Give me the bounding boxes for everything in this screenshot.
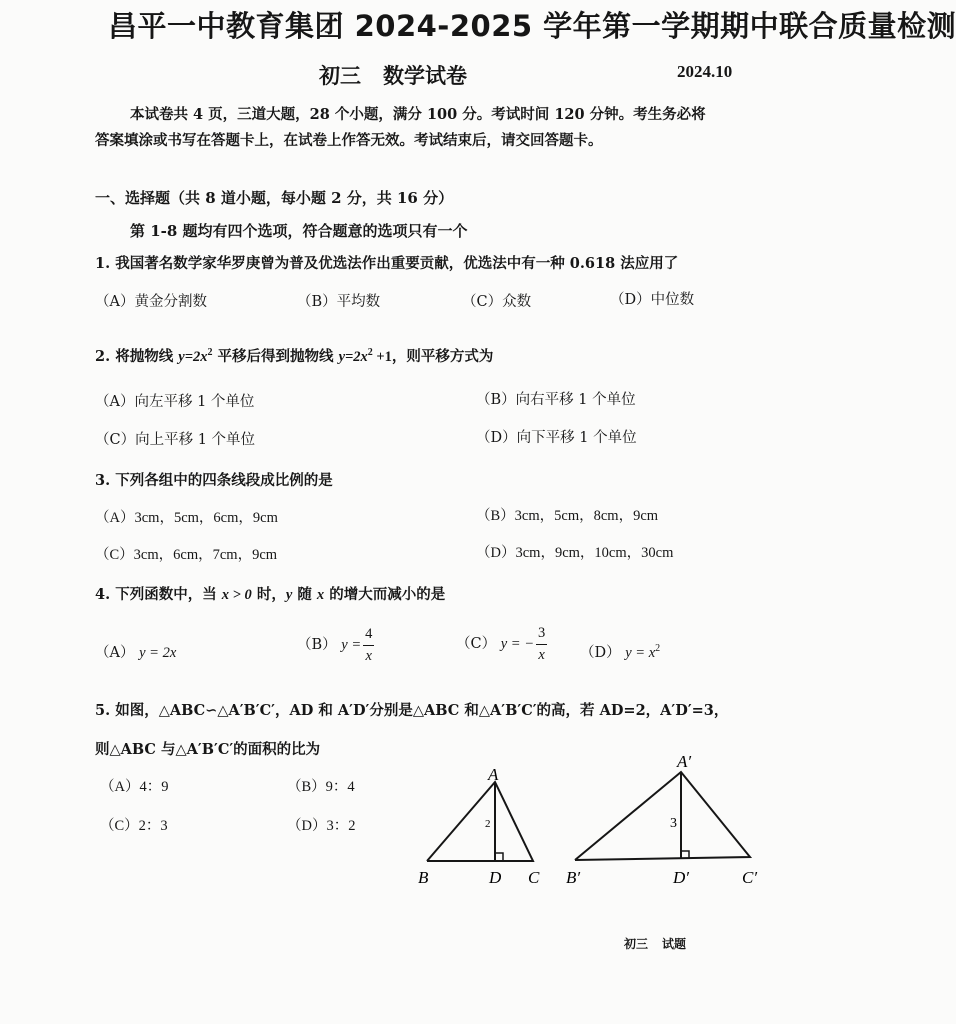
footer-label: 试题: [662, 937, 687, 951]
vertex-a-prime-label: A′: [677, 752, 692, 771]
q3-option-b[interactable]: [476, 504, 658, 525]
option-label: （D）: [476, 430, 517, 446]
exponent: 2: [207, 347, 213, 359]
question-text: 下列函数中，当: [115, 586, 222, 603]
option-label: （D）: [610, 292, 651, 308]
exponent: 2: [367, 347, 373, 359]
option-lhs: y =: [341, 637, 362, 653]
exam-title: 昌平一中教育集团 2024-2025 学年第一学期期中联合质量检测: [108, 9, 956, 43]
option-label: （B）: [297, 294, 337, 310]
fraction: [536, 626, 547, 662]
q2-option-d[interactable]: [476, 426, 637, 447]
option-text: 众数: [502, 294, 532, 310]
option-label: （B）: [287, 779, 326, 795]
denominator: x: [365, 647, 372, 664]
exam-date: 2024.10: [677, 62, 733, 81]
option-label: （C）: [456, 636, 497, 652]
q1-option-d[interactable]: [610, 288, 694, 309]
option-label: （D）: [287, 818, 327, 834]
question-number: 5.: [95, 702, 111, 719]
option-text: 4：9: [139, 779, 169, 795]
option-label: （C）: [95, 432, 136, 448]
q4-option-a[interactable]: [95, 641, 176, 662]
question-number: 3.: [95, 472, 111, 489]
expr-new-parabola: y=2x: [338, 349, 368, 365]
question-text: 我国著名数学家华罗庚曾为普及优选法作出重要贡献，优选法中有一种 0.618 法应用了: [115, 255, 679, 272]
q3-option-a[interactable]: [95, 506, 278, 527]
q3-option-c[interactable]: [95, 543, 277, 564]
vertex-c-label: C: [528, 868, 540, 887]
section-instruction: 第 1-8 题均有四个选项，符合题意的选项只有一个: [130, 222, 468, 240]
question-text: ，则平移方式为: [391, 348, 494, 365]
numerator: 3: [536, 626, 547, 645]
subject-label: 数学试卷: [383, 64, 467, 88]
q5-option-d[interactable]: [287, 814, 355, 835]
denominator: x: [538, 646, 545, 663]
question-text: 如图，△ABC∽△A′B′C′，AD 和 A′D′分别是△ABC 和△A′B′C′的高，若 AD=2，A′D′=3，: [115, 702, 729, 719]
q4-option-c[interactable]: [456, 626, 549, 662]
fraction: [363, 627, 374, 663]
question-3: [95, 469, 333, 490]
vertex-b-prime-label: B′: [566, 868, 581, 887]
triangle-a-prime: [575, 772, 750, 860]
option-text: 3：2: [326, 818, 356, 834]
var-x: x: [316, 587, 325, 603]
grade-label: 初三: [319, 64, 361, 88]
option-text: 3cm，6cm，7cm，9cm: [133, 547, 278, 563]
option-text: 向左平移 1 个单位: [134, 394, 255, 410]
height-label-a-prime-d-prime: 3: [670, 816, 677, 831]
intro-line-1: 本试卷共 4 页，三道大题，28 个小题，满分 100 分。考试时间 120 分钟。考生务必将: [130, 106, 706, 123]
question-text: 将抛物线: [115, 348, 179, 365]
vertex-d-label: D: [489, 868, 502, 887]
option-label: （B）: [476, 508, 515, 524]
question-2: [95, 345, 493, 366]
option-text: 平均数: [336, 294, 381, 310]
option-expr: y = x: [625, 645, 656, 661]
condition-expr: x > 0: [221, 587, 252, 603]
question-text: 时，: [251, 586, 286, 603]
question-number: 4.: [95, 586, 111, 603]
question-5: [95, 699, 728, 720]
vertex-a-label: A: [488, 765, 499, 784]
option-text: 3cm，5cm，6cm，9cm: [134, 510, 278, 526]
question-4: [95, 583, 445, 604]
question-text: 随: [292, 586, 317, 603]
option-label: （D）: [476, 545, 516, 561]
q3-option-d[interactable]: [476, 541, 673, 562]
option-text: 向下平移 1 个单位: [516, 430, 637, 446]
similar-triangles-figure: [400, 745, 778, 895]
option-label: （A）: [95, 394, 135, 410]
question-text: 的增大而减小的是: [324, 586, 446, 603]
option-text: 2：3: [138, 818, 168, 834]
option-label: （C）: [100, 818, 139, 834]
q1-option-c[interactable]: [462, 290, 531, 311]
option-text: 向上平移 1 个单位: [135, 432, 256, 448]
question-number: 1.: [95, 255, 111, 272]
right-angle-mark-d: [495, 853, 503, 861]
q5-option-b[interactable]: [287, 775, 355, 796]
expr-tail: +1: [372, 349, 392, 365]
q2-option-c[interactable]: [95, 428, 255, 449]
option-text: 9：4: [325, 779, 355, 795]
option-expr: y = 2x: [139, 645, 177, 661]
option-label: （A）: [100, 779, 140, 795]
option-label: （B）: [297, 637, 337, 653]
option-label: （A）: [95, 645, 135, 661]
question-text: 平移后得到抛物线: [212, 348, 339, 365]
exam-subtitle: [319, 60, 467, 90]
option-label: （A）: [95, 510, 135, 526]
intro-line-2: 答案填涂或书写在答题卡上，在试卷上作答无效。考试结束后，请交回答题卡。: [95, 132, 603, 149]
question-1: [95, 252, 678, 273]
vertex-c-prime-label: C′: [742, 868, 758, 887]
option-label: （C）: [95, 547, 134, 563]
var-y: y: [285, 587, 293, 603]
q2-option-b[interactable]: [476, 388, 636, 409]
option-text: 向右平移 1 个单位: [515, 392, 636, 408]
q5-option-a[interactable]: [100, 775, 168, 796]
triangle-abc-outline: [427, 782, 533, 861]
question-5-line-2: 则△ABC 与△A′B′C′的面积的比为: [95, 741, 321, 758]
option-label: （D）: [580, 645, 621, 661]
option-text: 3cm，5cm，8cm，9cm: [514, 508, 659, 524]
height-label-ad: 2: [485, 818, 491, 830]
q4-option-d[interactable]: [580, 641, 660, 662]
option-label: （B）: [476, 392, 516, 408]
section-heading: 一、选择题（共 8 道小题，每小题 2 分，共 16 分）: [95, 189, 454, 207]
q4-option-b[interactable]: [297, 627, 376, 663]
footer-grade: 初三: [624, 937, 649, 951]
option-text: 3cm，9cm，10cm，30cm: [515, 545, 674, 561]
option-text: 中位数: [650, 292, 695, 308]
option-label: （C）: [462, 294, 503, 310]
option-lhs: y = −: [500, 636, 534, 652]
question-text: 下列各组中的四条线段成比例的是: [115, 472, 333, 489]
numerator: 4: [363, 627, 374, 646]
option-text: 黄金分割数: [134, 294, 207, 310]
page-footer: [624, 935, 686, 952]
question-number: 2.: [95, 348, 111, 365]
q2-option-a[interactable]: [95, 390, 254, 411]
exponent: 2: [655, 643, 661, 655]
q1-option-a[interactable]: [95, 290, 207, 311]
triangle-a-prime-outline: [575, 772, 750, 860]
expr-original-parabola: y=2x: [178, 349, 208, 365]
option-label: （A）: [95, 294, 135, 310]
q1-option-b[interactable]: [297, 290, 380, 311]
triangle-abc: [427, 782, 533, 861]
vertex-b-label: B: [418, 868, 429, 887]
vertex-d-prime-label: D′: [673, 868, 689, 887]
q5-option-c[interactable]: [100, 814, 168, 835]
